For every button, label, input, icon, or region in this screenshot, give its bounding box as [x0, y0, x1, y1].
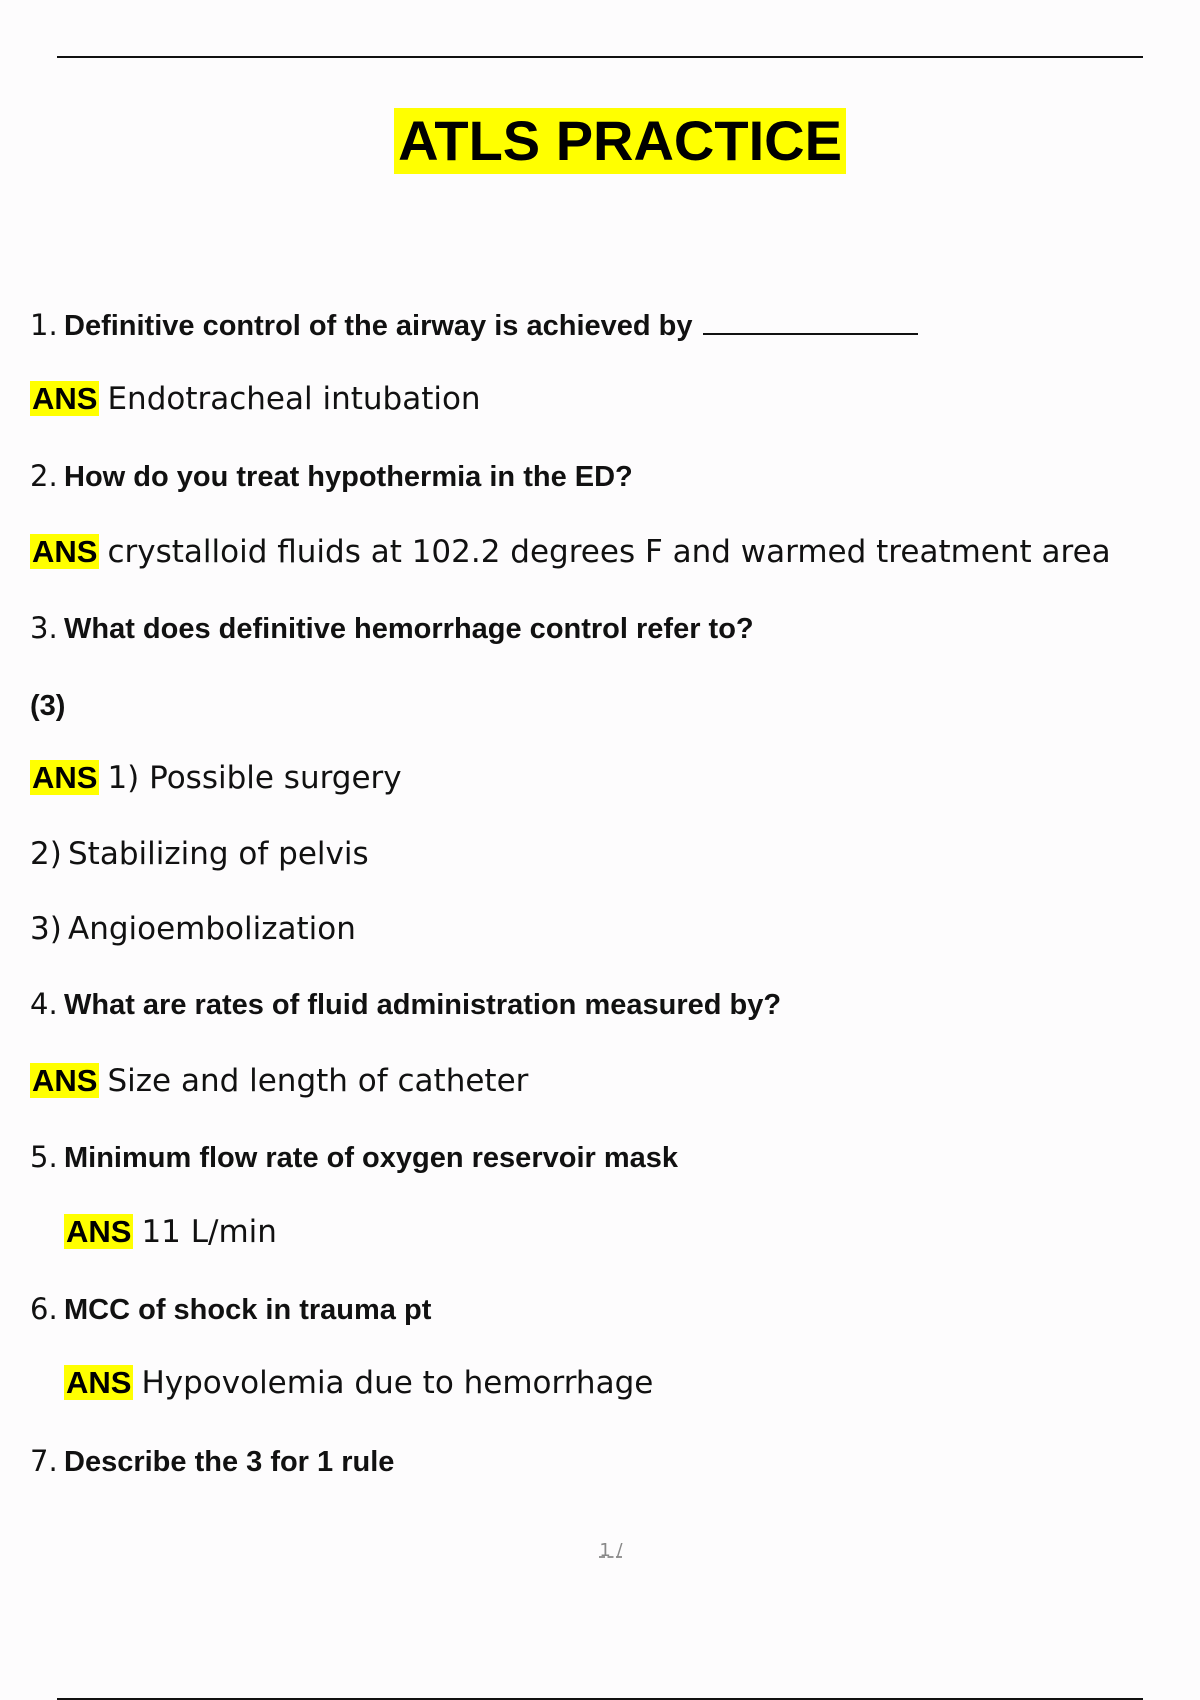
page-number: 1 / [599, 1540, 623, 1561]
ans-label: ANS [32, 534, 98, 569]
question-text: MCC of shock in trauma pt [64, 1294, 432, 1326]
answer-3-item-3 [30, 910, 356, 948]
answer-text: Size and length of catheter [107, 1063, 529, 1099]
question-3 [30, 610, 754, 647]
question-number: 1. [30, 308, 58, 342]
ans-label: ANS [32, 381, 98, 416]
ans-label: ANS [32, 760, 98, 795]
question-text: Definitive control of the airway is achieved by [64, 310, 693, 342]
answer-text: Hypovolemia due to hemorrhage [141, 1365, 654, 1401]
question-5 [30, 1139, 678, 1176]
answer-3 [30, 759, 402, 797]
question-number: 2. [30, 459, 58, 493]
answer-2 [30, 533, 1111, 571]
question-number: 5. [30, 1140, 58, 1174]
question-number: 6. [30, 1292, 58, 1326]
list-text: Angioembolization [68, 911, 356, 947]
top-rule [57, 56, 1143, 58]
ans-label: ANS [66, 1214, 132, 1249]
question-1 [30, 307, 918, 344]
answer-text: Endotracheal intubation [107, 381, 481, 417]
question-text: What are rates of fluid administration measured by? [64, 989, 782, 1021]
question-7 [30, 1443, 394, 1480]
answer-5 [64, 1213, 277, 1251]
answer-text: 11 L/min [141, 1214, 277, 1250]
answer-1 [30, 380, 481, 418]
document-title: ATLS PRACTICE [394, 108, 846, 174]
question-text: What does definitive hemorrhage control refer to? [64, 613, 754, 645]
question-text: How do you treat hypothermia in the ED? [64, 461, 633, 493]
question-number: 3. [30, 611, 58, 645]
ans-label: ANS [32, 1063, 98, 1098]
answer-3-item-2 [30, 835, 369, 873]
answer-blank [703, 309, 918, 335]
question-text: Describe the 3 for 1 rule [64, 1446, 395, 1478]
question-4 [30, 986, 781, 1023]
list-number: 2) [30, 836, 62, 872]
answer-6 [64, 1364, 653, 1402]
question-number: 4. [30, 987, 58, 1021]
question-text: Minimum flow rate of oxygen reservoir mask [64, 1142, 679, 1174]
answer-4 [30, 1062, 528, 1100]
question-2 [30, 458, 633, 495]
answer-count: (3) [30, 690, 66, 722]
title-container [0, 108, 1200, 174]
answer-text: 1) Possible surgery [107, 760, 402, 796]
list-text: Stabilizing of pelvis [68, 836, 369, 872]
ans-label: ANS [66, 1365, 132, 1400]
question-number: 7. [30, 1444, 58, 1478]
question-6 [30, 1291, 431, 1328]
answer-text: crystalloid fluids at 102.2 degrees F and warmed treatment area [107, 534, 1111, 570]
list-number: 3) [30, 911, 62, 947]
